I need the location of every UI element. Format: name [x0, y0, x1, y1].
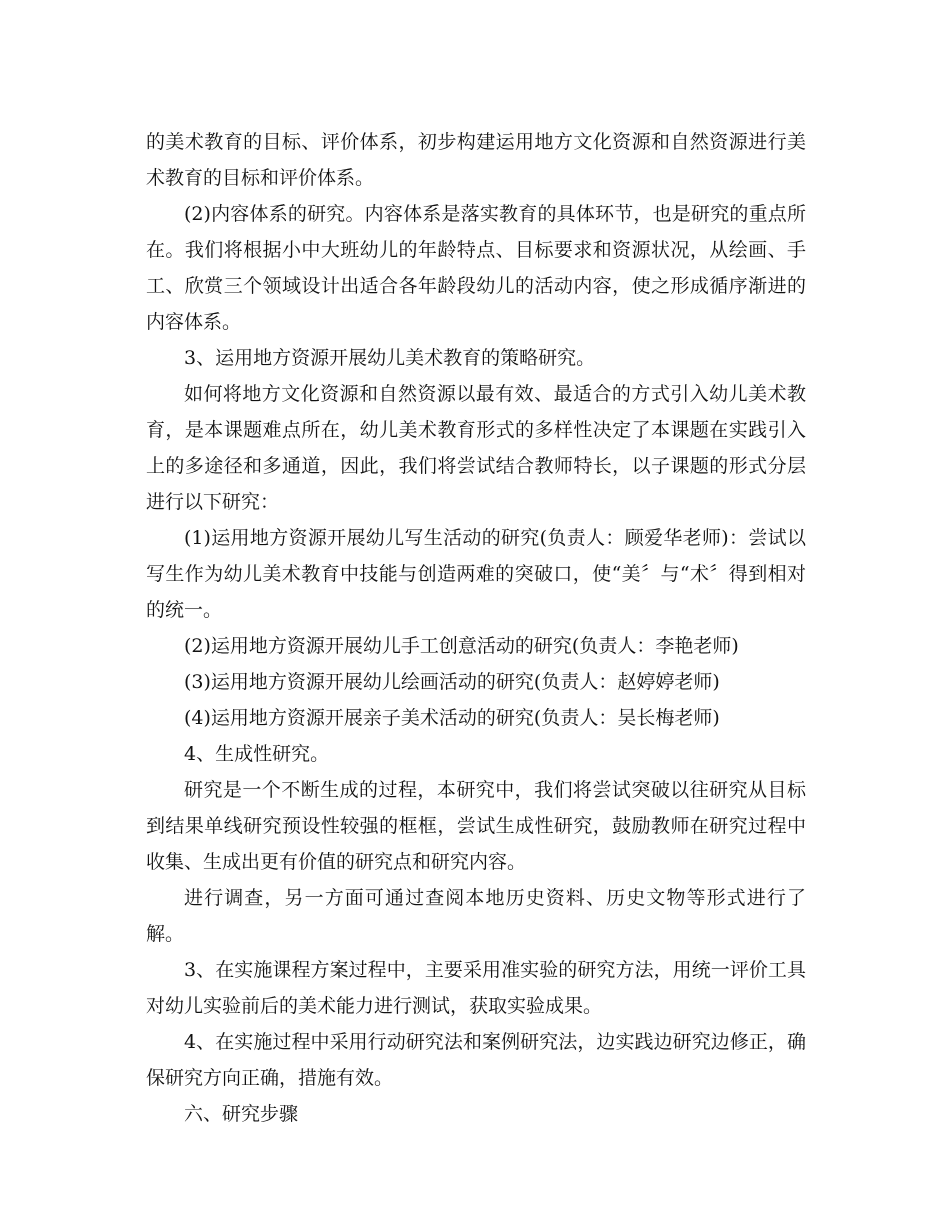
paragraph-10: 研究是一个不断生成的过程，本研究中，我们将尝试突破以往研究从目标到结果单线研究预设性较强的框框，尝试生成性研究，鼓励教师在研究过程中收集、生成出更有价值的研究点和研究内容。 — [146, 779, 806, 873]
paragraph-5: (1)运用地方资源开展幼儿写生活动的研究(负责人：顾爱华老师)：尝试以写生作为幼儿美术教育中技能与创造两难的突破口，使“美〞与“术〞得到相对的统一。 — [146, 527, 806, 621]
paragraph-2: (2)内容体系的研究。内容体系是落实教育的具体环节，也是研究的重点所在。我们将根据小中大班幼儿的年龄特点、目标要求和资源状况，从绘画、手工、欣赏三个领域设计出适合各年龄段幼儿的活动内容，使之形成循序渐进的内容体系。 — [146, 203, 806, 333]
paragraph-9: 4、生成性研究。 — [184, 743, 330, 765]
paragraph-3: 3、运用地方资源开展幼儿美术教育的策略研究。 — [184, 347, 596, 369]
section-heading: 六、研究步骤 — [184, 1103, 299, 1125]
paragraph-12: 3、在实施课程方案过程中，主要采用准实验的研究方法，用统一评价工具对幼儿实验前后的美术能力进行测试，获取实验成果。 — [146, 959, 806, 1017]
paragraph-4: 如何将地方文化资源和自然资源以最有效、最适合的方式引入幼儿美术教育，是本课题难点所在，幼儿美术教育形式的多样性决定了本课题在实践引入上的多途径和多通道，因此，我们将尝试结合教师特长，以子课题的形式分层进行以下研究： — [146, 383, 806, 513]
paragraph-6: (2)运用地方资源开展幼儿手工创意活动的研究(负责人：李艳老师) — [184, 635, 739, 657]
document-body — [146, 124, 806, 1132]
paragraph-1: 的美术教育的目标、评价体系，初步构建运用地方文化资源和自然资源进行美术教育的目标和评价体系。 — [146, 131, 806, 189]
paragraph-11: 进行调查，另一方面可通过查阅本地历史资料、历史文物等形式进行了解。 — [146, 887, 806, 945]
paragraph-8: (4)运用地方资源开展亲子美术活动的研究(负责人：吴长梅老师) — [184, 707, 720, 729]
paragraph-7: (3)运用地方资源开展幼儿绘画活动的研究(负责人：赵婷婷老师) — [184, 671, 720, 693]
paragraph-13: 4、在实施过程中采用行动研究法和案例研究法，边实践边研究边修正，确保研究方向正确，措施有效。 — [146, 1031, 806, 1089]
